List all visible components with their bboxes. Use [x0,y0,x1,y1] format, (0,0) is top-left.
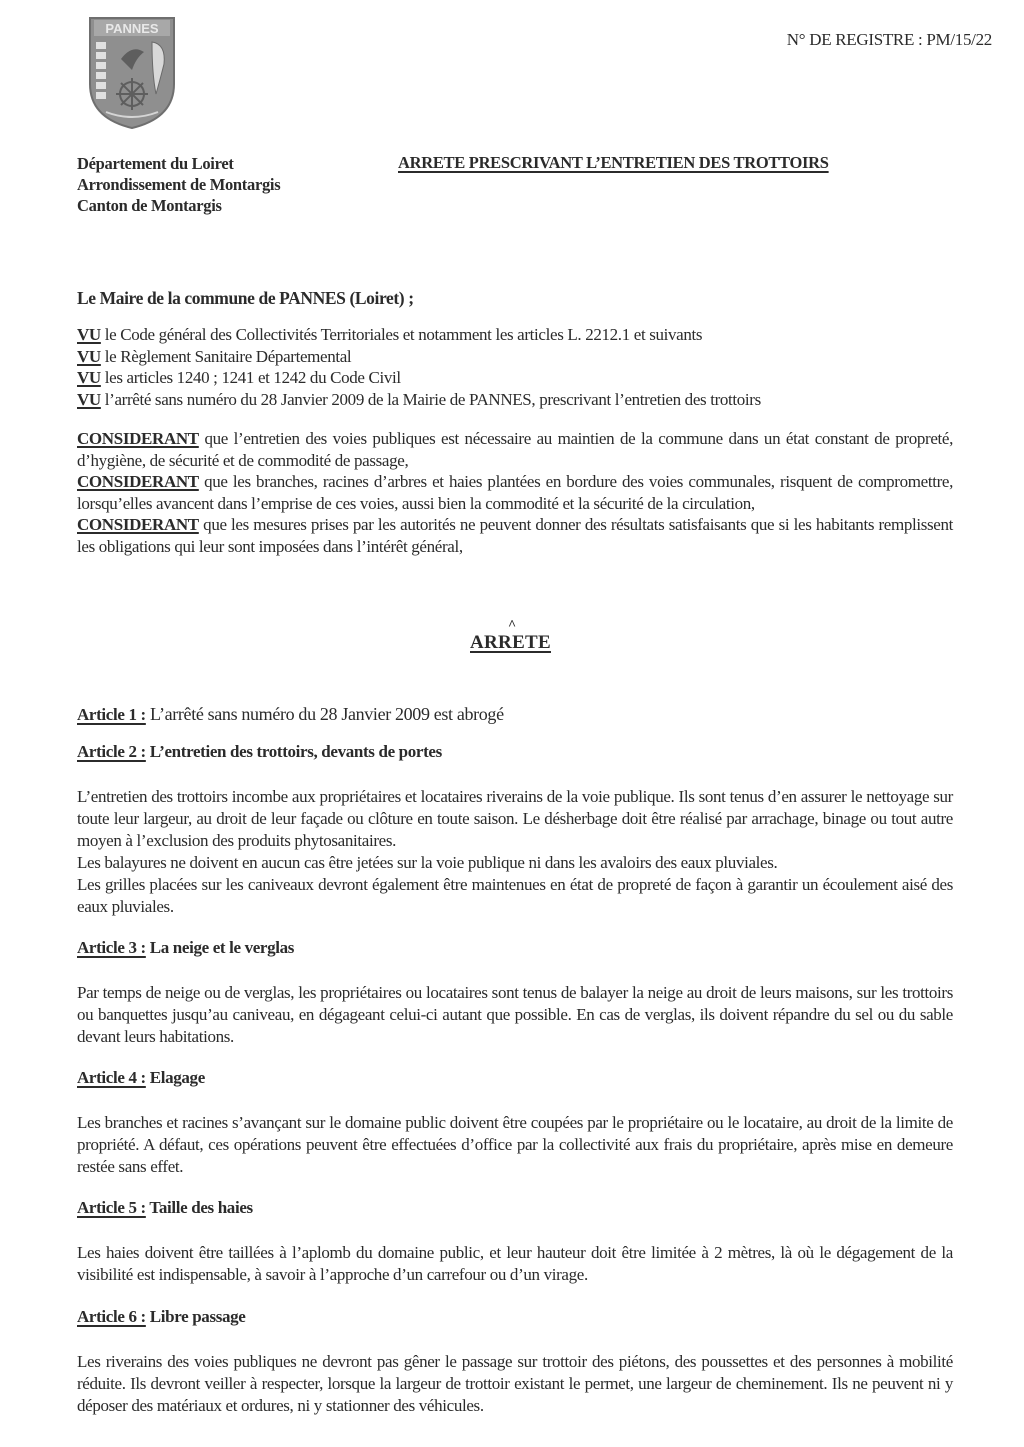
administrative-block [77,153,280,216]
vu-item [77,367,953,389]
article-5-heading [77,1198,253,1218]
vu-keyword: VU [77,346,101,366]
article-title: L’entretien des trottoirs, devants de portes [145,742,442,761]
vu-text: le Code général des Collectivités Territoriales et notamment les articles L. 2212.1 et suivants [100,325,703,344]
article-paragraph: Par temps de neige ou de verglas, les propriétaires ou locataires sont tenus de balayer la neige au droit de leurs maisons, sur les trottoirs ou banquettes jusqu’au caniveau, en dégageant celui-ci autant que possible. En cas de verglas, ils doivent répandre du sel ou du sable devant leurs habitations. [77,983,953,1046]
article-title: L’arrêté sans numéro du 28 Janvier 2009 est abrogé [145,704,504,724]
svg-text:PANNES: PANNES [105,21,159,36]
considerant-item [77,471,953,514]
maire-statement: Le Maire de la commune de PANNES (Loiret) ; [77,288,414,308]
pannes-coat-of-arms-icon [86,14,178,130]
article-6-body [77,1351,953,1417]
register-number: N° DE REGISTRE : PM/15/22 [786,30,992,49]
article-5-body [77,1242,953,1286]
considerant-text: que les mesures prises par les autorités ne peuvent donner des résultats satisfaisants que si les habitants remplissent les obligations qui leur sont imposées dans l’intérêt général, [77,515,953,556]
arrete-heading: ARRETE [470,632,551,653]
vu-keyword: VU [77,325,101,344]
vu-list [77,324,953,410]
considerant-text: que l’entretien des voies publiques est nécessaire au maintien de la commune dans un état constant de propreté, d’hygiène, de sécurité et de commodité de passage, [77,429,953,470]
article-title: Elagage [145,1068,205,1087]
document-title: ARRETE PRESCRIVANT L’ENTRETIEN DES TROTTOIRS [398,153,829,172]
article-2-body [77,786,953,918]
article-label: Article 4 : [77,1068,146,1087]
article-paragraph: Les branches et racines s’avançant sur le domaine public doivent être coupées par le propriétaire ou le locataire, au droit de la limite de propriété. A défaut, ces opérations peuvent être effectuées d’office par la collectivité aux frais du propriétaire, après mise en demeure restée sans effet. [77,1113,953,1176]
considerant-keyword: CONSIDERANT [77,429,199,448]
considerant-list [77,428,953,557]
article-6-heading [77,1307,245,1327]
article-label: Article 6 : [77,1307,146,1326]
article-label: Article 2 : [77,742,146,761]
article-4-body [77,1112,953,1178]
article-2-heading [77,742,442,762]
article-paragraph: Les balayures ne doivent en aucun cas être jetées sur la voie publique ni dans les avaloirs des eaux pluviales. [77,853,778,872]
considerant-item [77,428,953,471]
vu-keyword: VU [77,389,101,409]
vu-keyword: VU [77,368,101,387]
article-3-body [77,982,953,1048]
vu-text: l’arrêté sans numéro du 28 Janvier 2009 de la Mairie de PANNES, prescrivant l’entretien des trottoirs [100,389,761,409]
vu-item [77,324,953,346]
arrondissement-line: Arrondissement de Montargis [77,175,281,194]
considerant-keyword: CONSIDERANT [77,472,199,491]
vu-text: les articles 1240 ; 1241 et 1242 du Code Civil [100,368,401,387]
considerant-keyword: CONSIDERANT [77,515,199,534]
considerant-item [77,514,953,557]
vu-item [77,346,953,368]
considerant-text: que les branches, racines d’arbres et haies plantées en bordure des voies communales, risquent de compromettre, lorsqu’elles avancent dans l’emprise de ces voies, aussi bien la commodité et la sécurité de la circulation, [77,472,953,513]
article-label: Article 5 : [77,1198,146,1217]
article-title: Taille des haies [145,1198,253,1217]
article-paragraph: L’entretien des trottoirs incombe aux propriétaires et locataires riverains de la voie publique. Ils sont tenus d’en assurer le nettoyage sur toute leur largeur, au droit de leur façade ou clôture en toute saison. Le désherbage doit être réalisé par arrachage, binage ou tout autre moyen à l’exclusion des produits phytosanitaires. [77,787,953,850]
article-1-heading [77,704,504,725]
department-line: Département du Loiret [77,154,234,173]
article-paragraph: Les grilles placées sur les caniveaux devront également être maintenues en état de propreté de façon à garantir un écoulement aisé des eaux pluviales. [77,875,953,916]
article-paragraph: Les riverains des voies publiques ne devront pas gêner le passage sur trottoir des piétons, des poussettes et des personnes à mobilité réduite. Ils devront veiller à respecter, lorsque la largeur de trottoir existant le permet, une largeur de cheminement. Ils ne peuvent ni y déposer des matériaux et ordures, ni y stationner des véhicules. [77,1352,953,1415]
article-4-heading [77,1068,205,1088]
article-3-heading [77,938,294,958]
article-title: Libre passage [145,1307,246,1326]
vu-text: le Règlement Sanitaire Départemental [100,346,352,366]
article-paragraph: Les haies doivent être taillées à l’aplomb du domaine public, et leur hauteur doit être limitée à 2 mètres, là où le dégagement de la visibilité est indispensable, à savoir à l’approche d’un carrefour ou d’un virage. [77,1243,953,1284]
canton-line: Canton de Montargis [77,196,222,215]
article-label: Article 3 : [77,938,146,957]
article-label: Article 1 : [77,705,146,724]
vu-item [77,389,953,411]
article-title: La neige et le verglas [145,938,295,957]
circumflex-mark: ^ [508,618,517,633]
